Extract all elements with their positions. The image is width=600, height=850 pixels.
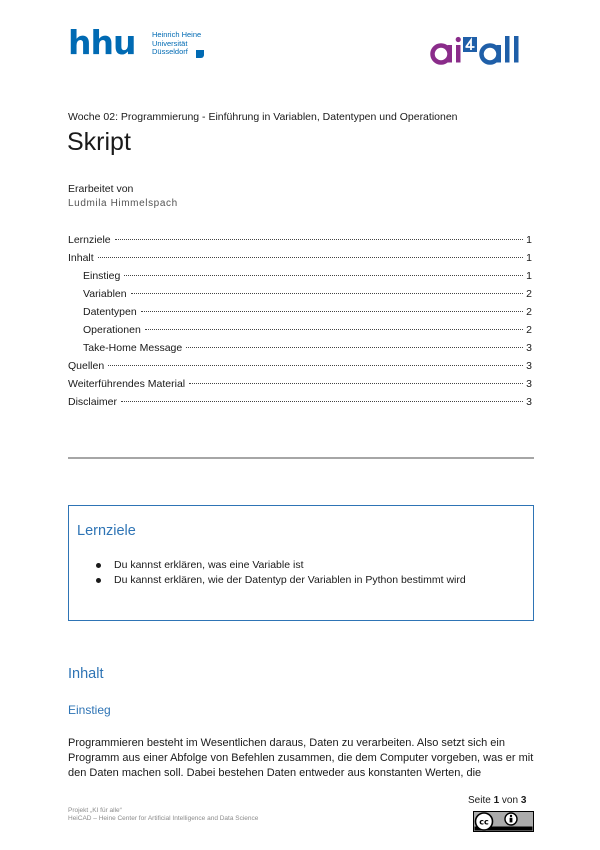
footer-center-line: HeiCAD – Heine Center for Artificial Intelligence and Data Science bbox=[68, 815, 259, 822]
toc-entry[interactable] bbox=[68, 342, 532, 360]
lernziele-heading: Lernziele bbox=[77, 523, 136, 539]
toc-entry-page: 1 bbox=[526, 234, 532, 246]
lernziele-list bbox=[96, 558, 466, 588]
toc-entry-page: 1 bbox=[526, 270, 532, 282]
horizontal-separator bbox=[68, 457, 534, 459]
toc-entry-page: 2 bbox=[526, 288, 532, 300]
footer-credits bbox=[68, 807, 258, 823]
toc-entry-page: 1 bbox=[526, 252, 532, 264]
document-title: Skript bbox=[67, 128, 131, 156]
toc-entry[interactable] bbox=[68, 396, 532, 414]
hhu-logo-text: hhu bbox=[68, 23, 136, 62]
toc-entry-label: Weiterführendes Material bbox=[68, 378, 186, 390]
toc-entry-page: 3 bbox=[526, 360, 532, 372]
einstieg-heading: Einstieg bbox=[68, 703, 111, 717]
toc-dot-leader bbox=[98, 257, 523, 258]
body-paragraph: Programmieren besteht im Wesentlichen daraus, Daten zu verarbeiten. Also setzt sich ein Programm aus einer Abfolge von Befehlen zusammen, die dem Computer vorgeben, was er mit den Daten machen soll. Dabei bestehen Daten entweder aus konstanten Werten, die bbox=[68, 737, 534, 779]
toc-dot-leader bbox=[115, 239, 524, 240]
bullet-icon bbox=[96, 563, 101, 568]
bullet-icon bbox=[96, 578, 101, 583]
toc-entry-label: Operationen bbox=[83, 324, 141, 336]
svg-text:cc: cc bbox=[479, 817, 489, 827]
toc-entry[interactable] bbox=[68, 234, 532, 252]
toc-entry-label: Inhalt bbox=[68, 252, 94, 264]
toc-entry-label: Disclaimer bbox=[68, 396, 118, 408]
toc-dot-leader bbox=[131, 293, 524, 294]
toc-entry-page: 2 bbox=[526, 306, 532, 318]
ai4all-logo bbox=[430, 34, 540, 72]
lernziele-item bbox=[96, 573, 466, 588]
toc-entry-label: Datentypen bbox=[83, 306, 137, 318]
cc-by-license-icon bbox=[473, 811, 534, 832]
page-number: Seite 1 von 3 bbox=[468, 795, 527, 806]
toc-entry[interactable] bbox=[68, 378, 532, 396]
table-of-contents bbox=[68, 234, 532, 414]
toc-entry-label: Variablen bbox=[83, 288, 127, 300]
author-name: Ludmila Himmelspach bbox=[68, 198, 178, 209]
toc-entry[interactable] bbox=[68, 306, 532, 324]
toc-entry[interactable] bbox=[68, 252, 532, 270]
author-label: Erarbeitet von bbox=[68, 183, 134, 195]
toc-entry-page: 3 bbox=[526, 378, 532, 390]
toc-dot-leader bbox=[189, 383, 523, 384]
lernziele-item-text: Du kannst erklären, wie der Datentyp der Variablen in Python bestimmt wird bbox=[114, 574, 466, 586]
toc-dot-leader bbox=[121, 401, 523, 402]
lernziele-item-text: Du kannst erklären, was eine Variable ist bbox=[114, 559, 304, 571]
toc-dot-leader bbox=[124, 275, 523, 276]
footer-project-line: Projekt „KI für alle“ bbox=[68, 807, 122, 814]
inhalt-heading: Inhalt bbox=[68, 666, 104, 682]
toc-entry-label: Lernziele bbox=[68, 234, 111, 246]
toc-entry-page: 3 bbox=[526, 342, 532, 354]
hhu-logo-subtext: Heinrich Heine Universität Düsseldorf bbox=[152, 30, 202, 56]
lernziele-box bbox=[68, 505, 534, 621]
toc-dot-leader bbox=[141, 311, 523, 312]
lernziele-item bbox=[96, 558, 466, 573]
toc-entry-page: 2 bbox=[526, 324, 532, 336]
toc-entry-page: 3 bbox=[526, 396, 532, 408]
toc-dot-leader bbox=[186, 347, 523, 348]
document-subtitle: Woche 02: Programmierung - Einführung in Variablen, Datentypen und Operationen bbox=[68, 111, 458, 123]
toc-entry[interactable] bbox=[68, 360, 532, 378]
hhu-logo bbox=[68, 23, 218, 64]
toc-dot-leader bbox=[108, 365, 523, 366]
toc-entry[interactable] bbox=[68, 288, 532, 306]
hhu-logo-square bbox=[196, 50, 204, 58]
toc-dot-leader bbox=[145, 329, 523, 330]
toc-entry-label: Take-Home Message bbox=[83, 342, 183, 354]
toc-entry[interactable] bbox=[68, 270, 532, 288]
toc-entry[interactable] bbox=[68, 324, 532, 342]
toc-entry-label: Einstieg bbox=[83, 270, 121, 282]
toc-entry-label: Quellen bbox=[68, 360, 105, 372]
